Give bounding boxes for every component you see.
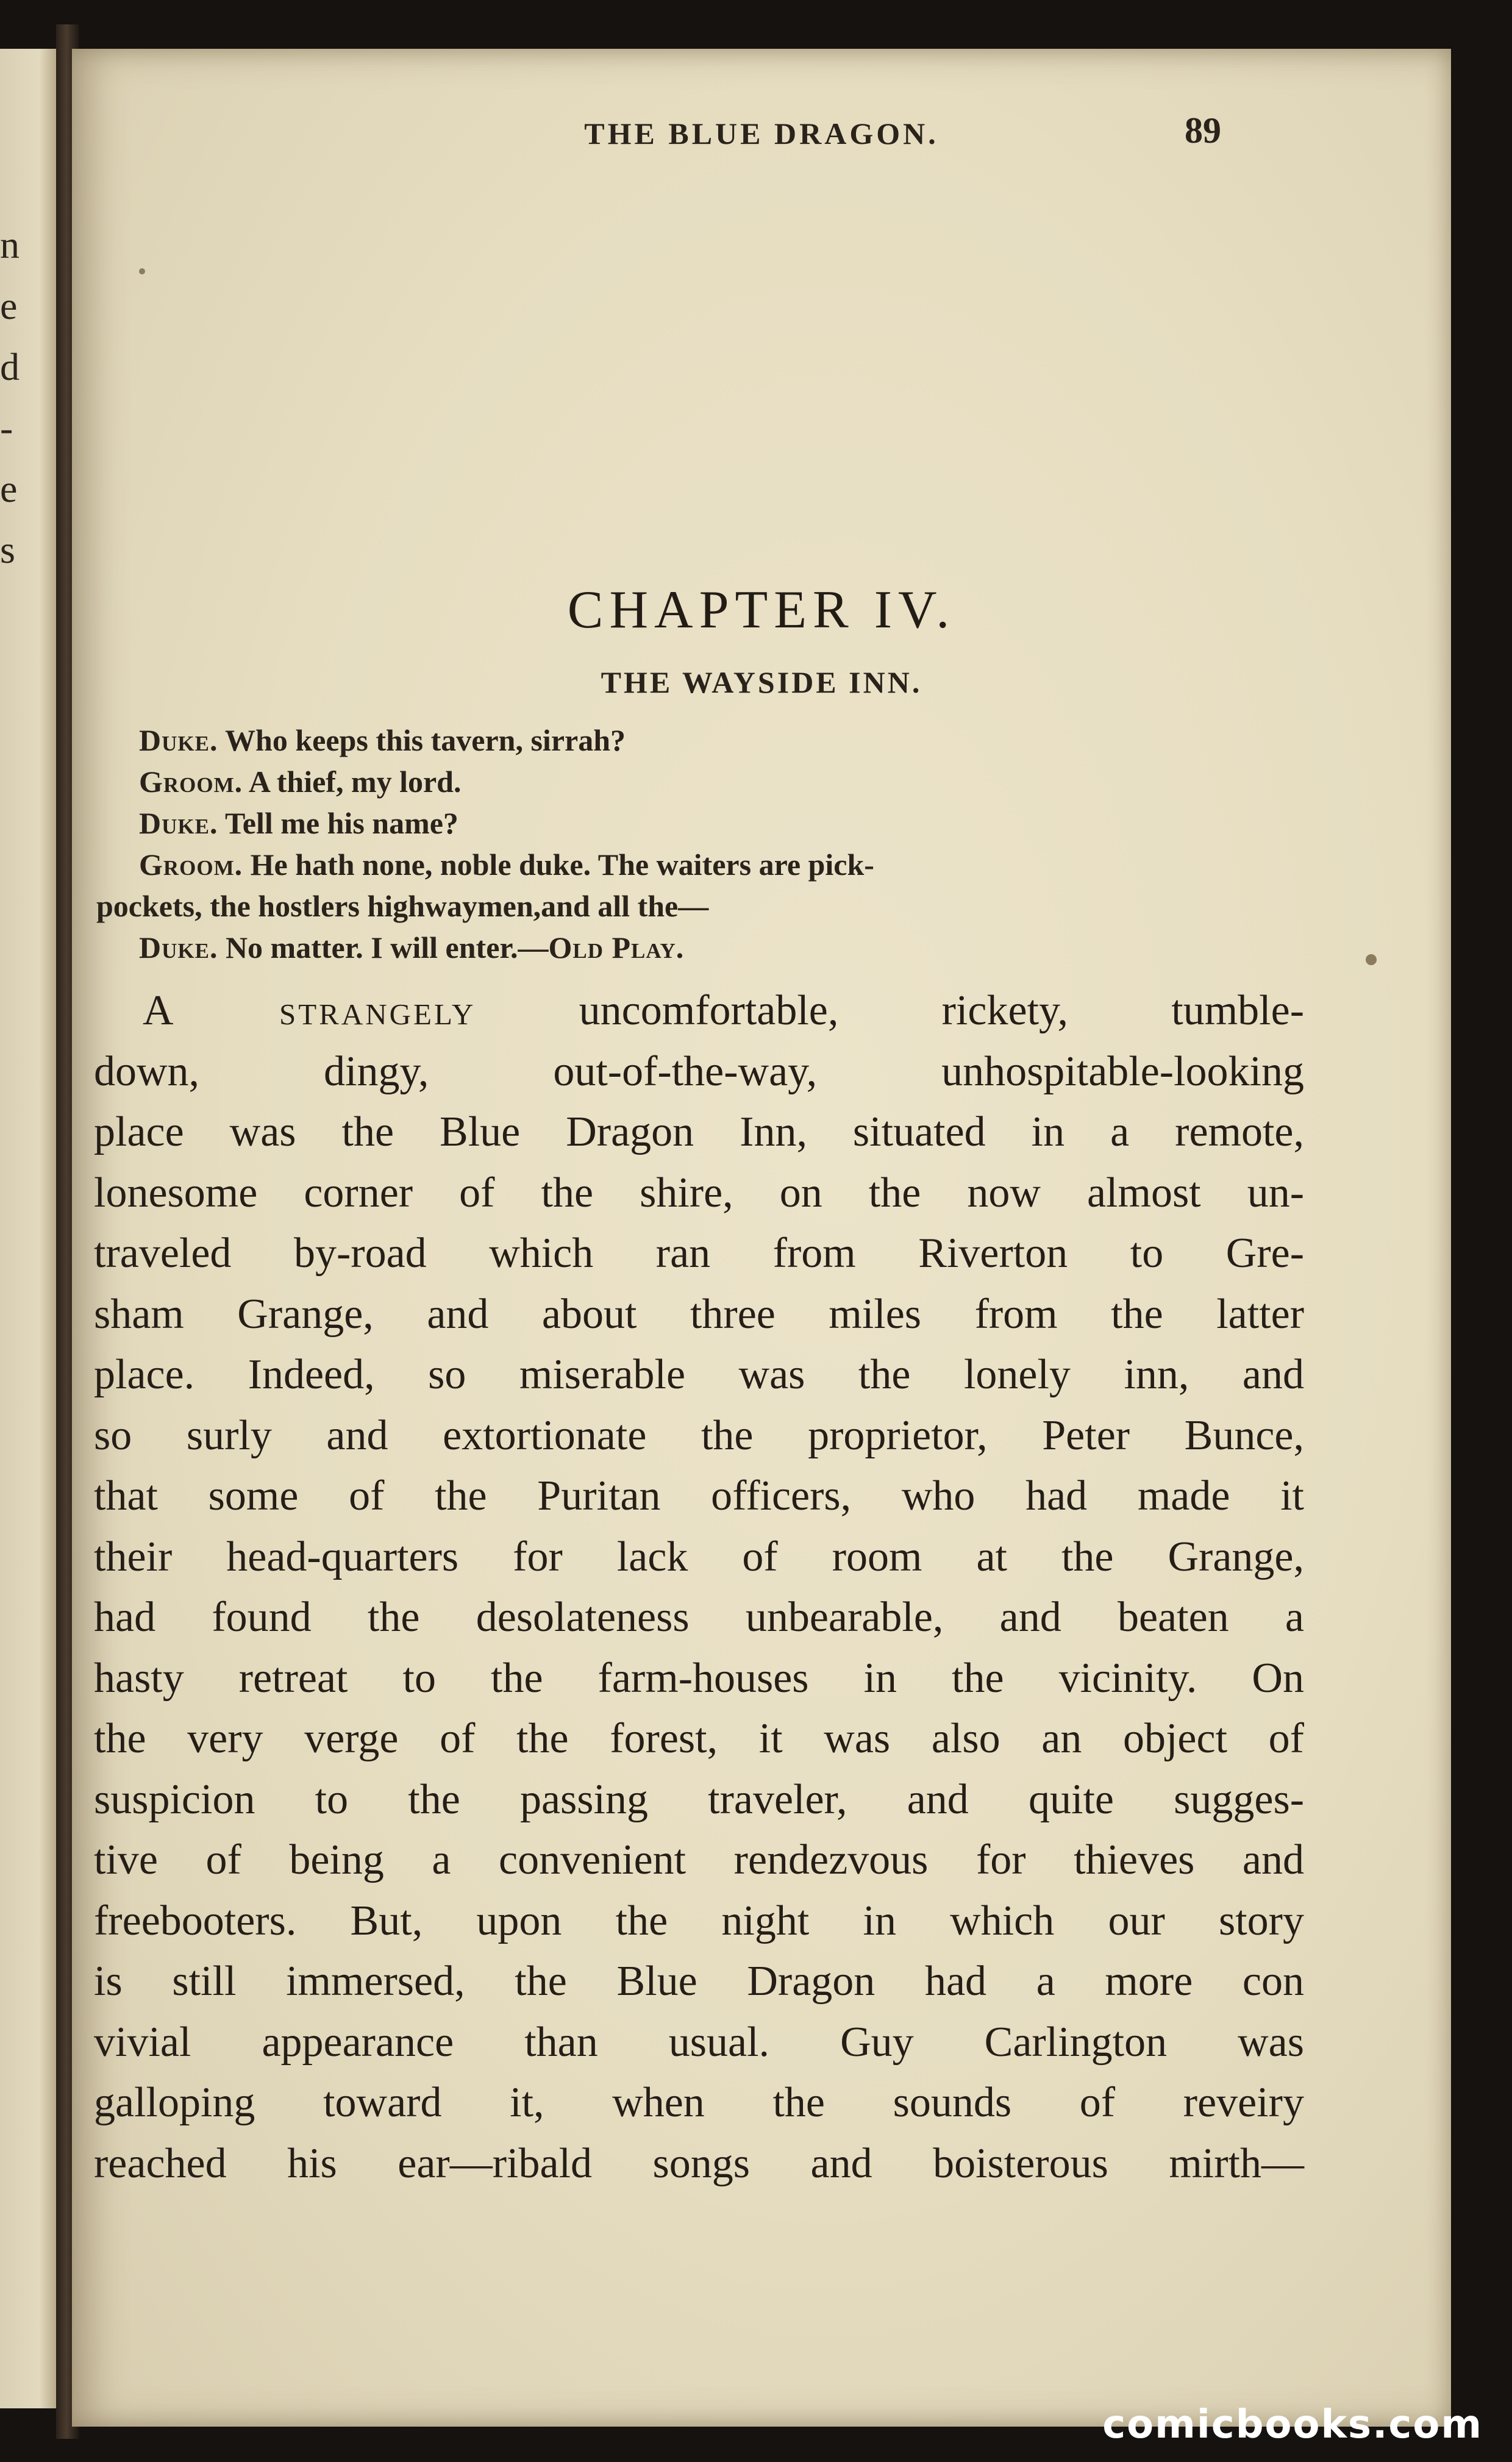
epigraph-speaker: Duke. xyxy=(139,930,218,965)
book-page xyxy=(72,49,1451,2427)
chapter-title: CHAPTER IV. xyxy=(567,580,956,640)
epigraph-text: No matter. I will enter.— xyxy=(218,930,549,965)
epigraph-source: Old Play. xyxy=(548,930,685,965)
epigraph-speaker: Duke. xyxy=(139,723,218,757)
epigraph-speaker: Groom. xyxy=(139,847,243,882)
previous-page-fragment: n xyxy=(0,223,20,266)
body-line: that some of the Puritan officers, who had made it xyxy=(94,1472,1304,1519)
previous-page-fragment: e xyxy=(0,284,18,327)
body-line: vivial appearance than usual. Guy Carlington was xyxy=(94,2018,1304,2066)
previous-page-edge xyxy=(0,49,56,2408)
body-line: had found the desolateness unbearable, and beaten a xyxy=(94,1594,1304,1641)
chapter-body xyxy=(94,980,1304,2194)
body-line: freebooters. But, upon the night in which our story xyxy=(94,1897,1304,1944)
body-line: reached his ear—ribald songs and boisterous mirth— xyxy=(94,2139,1304,2187)
previous-page-fragment: d xyxy=(0,345,20,388)
paper-speck xyxy=(139,268,145,274)
body-line: place. Indeed, so miserable was the lonely inn, and xyxy=(94,1351,1304,1398)
epigraph-text: He hath none, noble duke. The waiters are pick- xyxy=(243,847,874,882)
body-line-text: uncomfortable, rickety, tumble- xyxy=(476,987,1304,1034)
body-line xyxy=(94,980,1304,1041)
page-number: 89 xyxy=(1185,110,1221,151)
epigraph-speaker: Duke. xyxy=(139,806,218,840)
epigraph xyxy=(96,719,1255,968)
epigraph-speaker: Groom. xyxy=(139,765,243,799)
body-line: sham Grange, and about three miles from the latter xyxy=(94,1290,1304,1338)
previous-page-fragment: - xyxy=(0,406,13,449)
body-line: traveled by-road which ran from Riverton to Gre- xyxy=(94,1230,1304,1277)
epigraph-text: A thief, my lord. xyxy=(243,765,462,799)
body-line: is still immersed, the Blue Dragon had a more con xyxy=(94,1958,1304,2005)
epigraph-line xyxy=(96,761,1255,802)
body-line: suspicion to the passing traveler, and quite sugges- xyxy=(94,1775,1304,1823)
running-head: THE BLUE DRAGON. xyxy=(584,116,939,151)
epigraph-text: Tell me his name? xyxy=(218,806,458,840)
body-line: hasty retreat to the farm-houses in the vicinity. On xyxy=(94,1654,1304,1702)
body-line: lonesome corner of the shire, on the now almost un- xyxy=(94,1169,1304,1216)
epigraph-line xyxy=(96,885,1255,927)
epigraph-line xyxy=(96,844,1255,885)
lead-in: A strangely xyxy=(143,987,476,1034)
body-line: tive of being a convenient rendezvous for thieves and xyxy=(94,1836,1304,1883)
watermark: comicbooks.com xyxy=(1102,2402,1483,2447)
body-line: place was the Blue Dragon Inn, situated in a remote, xyxy=(94,1108,1304,1155)
chapter-subtitle: THE WAYSIDE INN. xyxy=(601,665,922,699)
body-line: the very verge of the forest, it was also an object of xyxy=(94,1715,1304,1762)
previous-page-fragment: e xyxy=(0,467,18,510)
body-line: their head-quarters for lack of room at the Grange, xyxy=(94,1533,1304,1580)
epigraph-text: pockets, the hostlers highwaymen,and all the— xyxy=(96,889,709,923)
epigraph-line xyxy=(96,927,1255,968)
epigraph-line xyxy=(96,802,1255,844)
body-line: galloping toward it, when the sounds of reveiry xyxy=(94,2079,1304,2126)
body-line: down, dingy, out-of-the-way, unhospitable-looking xyxy=(94,1047,1304,1095)
paper-speck xyxy=(1366,954,1377,965)
epigraph-line xyxy=(96,719,1255,761)
epigraph-text: Who keeps this tavern, sirrah? xyxy=(218,723,626,757)
previous-page-fragment: s xyxy=(0,528,15,571)
body-line: so surly and extortionate the proprietor, Peter Bunce, xyxy=(94,1411,1304,1459)
